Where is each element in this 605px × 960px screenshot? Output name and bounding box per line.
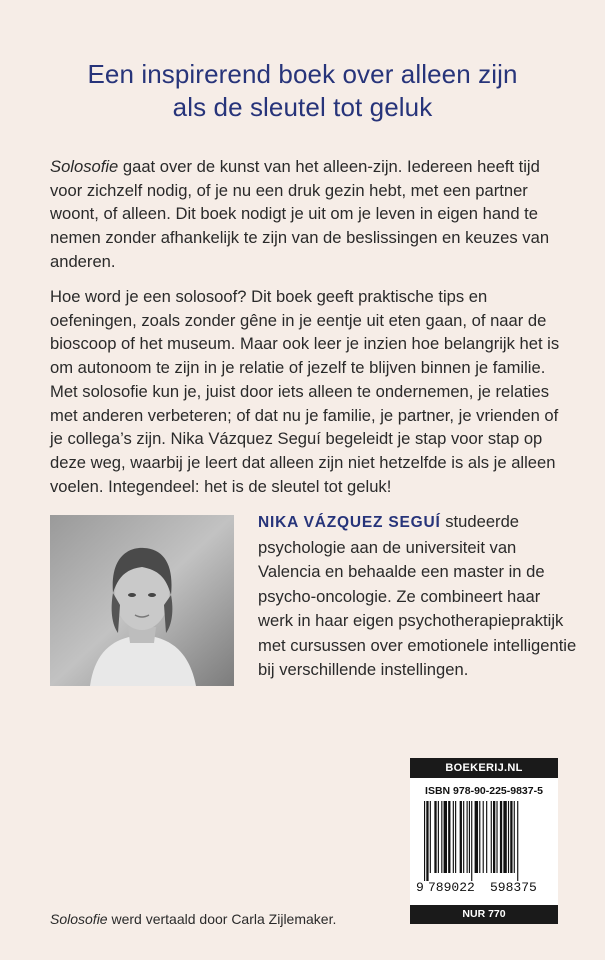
barcode-bar bbox=[483, 801, 484, 873]
barcode-bar bbox=[444, 801, 447, 873]
barcode-bar bbox=[496, 801, 497, 873]
headline-line-2: als de sleutel tot geluk bbox=[172, 92, 433, 122]
barcode-bar bbox=[434, 801, 436, 873]
barcode-digits: 789022 bbox=[428, 880, 475, 893]
translator-text: werd vertaald door Carla Zijlemaker. bbox=[107, 911, 337, 927]
barcode-bar bbox=[469, 801, 470, 873]
barcode-bar bbox=[475, 801, 478, 873]
author-bio-text: studeerde psychologie aan de universiteit van Valencia en behaalde een master in de psycho-oncologie. Ze combineert haar werk in haar eigen psychotherapiepraktijk met cursussen over emotionele intelligentie bij verschillende instellingen. bbox=[258, 512, 577, 679]
barcode-bar bbox=[448, 801, 450, 873]
body-paragraph bbox=[50, 285, 570, 498]
barcode-bar bbox=[453, 801, 454, 873]
barcode-bar bbox=[500, 801, 502, 873]
publisher-url: BOEKERIJ.NL bbox=[410, 758, 558, 778]
barcode-bar bbox=[467, 801, 468, 873]
intro-title-word: Solosofie bbox=[50, 157, 119, 176]
barcode-bar bbox=[510, 801, 512, 873]
barcode-bar bbox=[479, 801, 480, 873]
barcode-bar bbox=[426, 801, 428, 881]
barcode-bar bbox=[517, 801, 518, 881]
barcode-digits: 598375 bbox=[490, 880, 537, 893]
barcode-bar bbox=[503, 801, 506, 873]
isbn-number: ISBN 978-90-225-9837-5 bbox=[425, 785, 543, 797]
barcode-box bbox=[410, 758, 558, 924]
body-text: Hoe word je een solosoof? Dit boek geeft praktische tips en oefeningen, zoals zonder gêne in je eentje uit eten gaan, of naar de bioscoop of het museum. Maar ook leer je inzien hoe belangrijk het is om autonoom te zijn in je relatie of jezelf te blijven binnen je familie. Met solosofie kun je, juist door iets alleen te ondernemen, je relaties met anderen verbeteren; of dat nu je familie, je partner, je vrienden of je collega’s zijn. Nika Vázquez Seguí begeleidt je stap voor stap op deze weg, waarbij je leert dat alleen zijn niet hetzelfde is als je alleen voelen. Integendeel: het is de sleutel tot geluk! bbox=[50, 287, 560, 496]
author-name: NIKA VÁZQUEZ SEGUÍ bbox=[258, 514, 441, 531]
barcode-bar bbox=[438, 801, 439, 873]
barcode-bar bbox=[493, 801, 495, 873]
intro-paragraph bbox=[50, 155, 570, 274]
barcode-bar bbox=[460, 801, 462, 873]
nur-code: NUR 770 bbox=[410, 905, 558, 924]
barcode-bar bbox=[424, 801, 425, 881]
intro-text: gaat over de kunst van het alleen-zijn. Iedereen heeft tijd voor zichzelf nodig, of je nu een druk gezin hebt, met een partner woont, of alleen. Dit boek nodigt je uit om je leven in eigen hand te nemen zonder afhankelijk te zijn van de beslissingen en keuzes van anderen. bbox=[50, 157, 550, 271]
headline-line-1: Een inspirerend boek over alleen zijn bbox=[87, 59, 518, 89]
barcode-bar bbox=[471, 801, 472, 881]
barcode-digits: 9 bbox=[416, 880, 424, 893]
translator-note bbox=[50, 911, 336, 927]
barcode-bar bbox=[463, 801, 464, 873]
translator-title-word: Solosofie bbox=[50, 911, 108, 927]
barcode-bar bbox=[514, 801, 515, 873]
barcode-bar bbox=[455, 801, 456, 873]
barcode-bars bbox=[414, 801, 554, 893]
barcode-bar bbox=[441, 801, 442, 873]
barcode-bar bbox=[508, 801, 509, 873]
author-bio bbox=[258, 510, 578, 683]
barcode-bar bbox=[491, 801, 492, 873]
headline bbox=[0, 58, 605, 124]
barcode-bar bbox=[430, 801, 431, 873]
barcode-bar bbox=[486, 801, 487, 873]
author-photo bbox=[50, 515, 234, 686]
author-portrait-illustration bbox=[50, 515, 234, 686]
